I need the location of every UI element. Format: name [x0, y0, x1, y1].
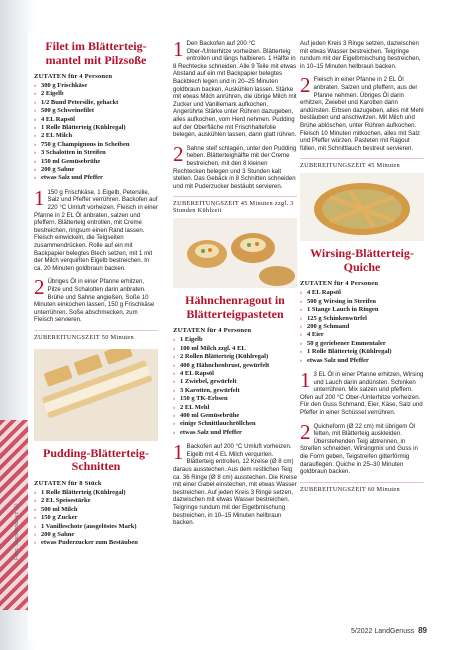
- ingredients-heading: ZUTATEN für 4 Personen: [173, 327, 252, 335]
- ingredients-heading: ZUTATEN für 4 Personen: [34, 73, 113, 80]
- ingredient-item: › etwas Salz und Pfeffer: [173, 429, 297, 437]
- prep-time-ragout: ZUBEREITUNGSZEIT 45 Minuten: [300, 158, 424, 169]
- ingredient-item: › 1/2 Bund Petersilie, gehackt: [34, 99, 158, 107]
- photo-credit: Foto: Stockfood/xyz (1): [14, 503, 20, 560]
- ingredient-item: › 4 EL Rapsöl: [300, 289, 424, 297]
- step-number: 2: [300, 73, 311, 98]
- ragout-photo: [173, 218, 297, 288]
- step-number: 1: [173, 37, 184, 61]
- step-1-filet: 1 150 g Frischkäse, 1 Eigelb, Petersilie, Salz und Pfeffer verrühren. Backofen auf 220 °C Umluft vorheizen. Fleisch in einer Pfanne in 2 EL Öl anbraten, salzen und pfeffern. Blätterteig entrollen, mit Creme bestreichen, ringsum einen Rand lassen. Fleisch einwickeln, die Teigseiten zusammendrücken. Rolle auf ein mit Backpapier belegtes Blech setzen, mit 1 mit der Milch verquirlten Eigelb bestreichen. In ca. 20 Minuten goldbraun backen.: [34, 185, 158, 272]
- step-number: 1: [173, 440, 184, 465]
- ingredient-item: › 500 g Schweinefilet: [34, 107, 158, 115]
- recipe-title-ragout: Hähnchenragout in Blätterteigpasteten: [185, 293, 285, 321]
- ingredient-item: › 200 g Schmand: [300, 323, 424, 331]
- ingredient-item: › 1 Rolle Blätterteig (Kühlregal): [34, 124, 158, 132]
- ingredient-item: › etwas Puderzucker zum Bestäuben: [34, 539, 158, 547]
- step-1-ragout-continued: Auf jeden Kreis 3 Ringe setzen, dazwischen mit etwas Wasser bestreichen. Teigringe rundum mit der Eigelbmischung bestreichen, in 10–15 Minuten hellbraun backen.: [300, 40, 421, 70]
- ingredient-item: › 2 EL Milch: [34, 132, 158, 140]
- pastry-cups-image: [173, 218, 297, 288]
- ingredient-list-ragout: [173, 336, 297, 437]
- step-number: 2: [300, 419, 311, 444]
- ingredient-item: › 50 g geriebener Emmentaler: [300, 340, 424, 348]
- ingredient-item: › 100 ml Milch zzgl. 4 EL: [173, 345, 297, 353]
- ingredient-item: › etwas Salz und Pfeffer: [34, 174, 158, 182]
- step-2-quiche: 2 Quicheform (Ø 22 cm) mit übrigem Öl fetten, mit Blätterteig auskleiden. Überstehenden Teig abtrennen, in Streifen schneiden. Wirsingmix und Guss in die Form geben, Teigstreifen gitterförmig darauflegen. Quiche in 25–30 Minuten goldbraun backen.: [300, 419, 418, 476]
- ingredient-item: › 1 Eigelb: [173, 336, 297, 344]
- ingredient-item: › 400 g Hähnchenbrust, gewürfelt: [173, 362, 297, 370]
- step-number: 2: [173, 141, 184, 166]
- ingredients-heading: ZUTATEN für 4 Personen: [300, 280, 379, 288]
- step-1-ragout: 1 Backofen auf 200 °C Umluft vorheizen. Eigelb mit 4 EL Milch verquirlen. Blätterteig entrollen, 12 Kreise (Ø 8 cm) daraus ausstechen. Aus dem restlichen Teig ca. 36 Ringe (Ø 8 cm) ausstechen. Die Kreise mit einer Gabel einstechen, mit etwas Wasser bestreichen. Auf jeden Kreis 3 Ringe setzen, dazwischen mit etwas Wasser bestreichen. Teigringe rundum mit der Eigelbmischung bestreichen, in 10–15 Minuten hellbraun backen.: [173, 440, 297, 527]
- ingredient-item: › 400 ml Gemüsebrühe: [173, 412, 297, 420]
- ingredient-item: › 200 g Sahne: [34, 166, 158, 174]
- recipe-title-filet: Filet im Blätterteig-mantel mit Pilzsoße: [45, 39, 147, 67]
- quiche-photo: [300, 173, 424, 241]
- column-2: [173, 37, 297, 533]
- ingredient-item: › 3 Karotten, gewürfelt: [173, 387, 297, 395]
- column-1: [34, 40, 158, 554]
- issue-label: 5/2022 LandGenuss: [351, 628, 415, 635]
- step-2-ragout: 2 Fleisch in einer Pfanne in 2 EL Öl anbraten. Salzen und pfeffern, aus der Pfanne nehmen. Übriges Öl darin erhitzen, Zwiebel und Karotten darin andünsten. Erbsen dazugeben, alles mit Mehl bestäuben und anschwitzen. Mit Milch und Brühe ablöschen, unter Rühren aufkochen. Fleisch 10 Minuten mitkochen, alles mit Salz und Pfeffer würzen. Pasteten mit Ragout füllen, mit Schnittlauch bestreut servieren.: [300, 73, 424, 152]
- prep-time-filet: ZUBEREITUNGSZEIT 50 Minuten: [34, 330, 158, 341]
- ingredient-item: › 125 g Schinkenwürfel: [300, 315, 424, 323]
- recipe-page: [28, 32, 428, 640]
- ingredient-item: › 2 EL Speisestärke: [34, 497, 158, 505]
- prep-time-pudding: ZUBEREITUNGSZEIT 45 Minuten zzgl. 3 Stunden Kühlzeit: [173, 196, 297, 214]
- step-number: 1: [300, 367, 311, 392]
- ingredient-item: › 2 Eigelb: [34, 90, 158, 98]
- step-1-pudding: 1 Den Backofen auf 200 °C Ober-/Unterhitze vorheizen. Blätterteig entrollen und längs halbieren. 1 Hälfte in 8 Rechtecke schneiden. Alle 9 Teile mit etwas Abstand auf ein mit Backpapier belegtes Backblech legen und in 20–25 Minuten goldbraun backen. Auskühlen lassen. Stärke mit etwas Milch anrühren, die übrige Milch mit Zucker und Vanillemark aufkochen. Angerührte Stärke unter Rühren dazugeben, alles aufkochen, vom Herd nehmen. Pudding auf der Oberfläche mit Frischhaltefolie belegen, auskühlen lassen, dann glatt rühren.: [173, 37, 297, 139]
- step-2-pudding: 2 Sahne steif schlagen, unter den Pudding heben. Blätterteighälfte mit der Creme bestreichen, mit den 8 kleinen Rechtecken belegen und 3 Stunden kalt stellen. Das Gebäck in 8 Schnitten schneiden und mit Puderzucker bestäubt servieren.: [173, 141, 297, 190]
- ingredient-item: › 2 Rollen Blätterteig (Kühlregal): [173, 353, 297, 361]
- recipe-title-pudding: Pudding-Blätterteig-Schnitten: [43, 445, 149, 474]
- step-number: 2: [34, 275, 45, 300]
- pudding-photo: [34, 349, 158, 441]
- ingredient-item: › 150 g TK-Erbsen: [173, 395, 297, 403]
- prep-time-quiche: ZUBEREITUNGSZEIT 60 Minuten: [300, 482, 424, 493]
- ingredient-item: › 4 EL Rapsöl: [34, 116, 158, 124]
- ingredient-item: › 4 Eier: [300, 331, 424, 339]
- pudding-slices-image: [34, 349, 158, 441]
- ingredient-item: › 750 g Champignons in Scheiben: [34, 141, 158, 149]
- ingredient-item: › 200 g Sahne: [34, 531, 158, 539]
- page-number: 89: [418, 626, 427, 635]
- ingredient-item: › 500 ml Milch: [34, 506, 158, 514]
- page-footer: [351, 626, 427, 635]
- step-number: 1: [34, 185, 45, 210]
- ingredient-item: › 150 ml Gemüsebrühe: [34, 158, 158, 166]
- ingredients-heading: ZUTATEN für 8 Stück: [34, 479, 102, 487]
- ingredient-item: › 150 g Zucker: [34, 514, 158, 522]
- ingredient-item: › 1 Stange Lauch in Ringen: [300, 306, 424, 314]
- ingredient-item: › einige Schnittlauchröllchen: [173, 420, 297, 428]
- recipe-title-quiche: Wirsing-Blätterteig-Quiche: [310, 246, 414, 274]
- step-2-filet: 2 Übriges Öl in einer Pfanne erhitzen, Pilze und Schalotten darin anbraten. Brühe und Sahne angießen, Soße 10 Minuten einkochen lassen, 150 g Frischkäse unterrühren. Soße abschmecken, zum Fleisch servieren.: [34, 275, 155, 324]
- quiche-image: [300, 173, 424, 241]
- ingredient-item: › 3 Schalotten in Streifen: [34, 149, 158, 157]
- ingredient-list-quiche: [300, 289, 424, 365]
- ingredient-item: › 1 Rolle Blätterteig (Kühlregal): [34, 489, 158, 497]
- ingredient-item: › etwas Salz und Pfeffer: [300, 357, 424, 365]
- ingredient-item: › 1 Zwiebel, gewürfelt: [173, 378, 297, 386]
- ingredient-item: › 1 Rolle Blätterteig (Kühlregal): [300, 348, 424, 356]
- ingredient-list-pudding: [34, 489, 158, 548]
- column-3: [300, 40, 424, 493]
- ingredient-list-filet: [34, 82, 158, 183]
- ingredient-item: › 4 EL Rapsöl: [173, 370, 297, 378]
- ingredient-item: › 1 Vanilleschote (ausgelöstes Mark): [34, 523, 158, 531]
- ingredient-item: › 300 g Frischkäse: [34, 82, 158, 90]
- ingredient-item: › 2 EL Mehl: [173, 404, 297, 412]
- ingredient-item: › 500 g Wirsing in Streifen: [300, 298, 424, 306]
- step-1-quiche: 1 3 EL Öl in einer Pfanne erhitzen, Wirsing und Lauch darin andünsten. Schinken unterrühren. Mix salzen und pfeffern. Ofen auf 200 °C Ober-/Unterhitze vorheizen. Für den Guss Schmand, Eier, Käse, Salz und Pfeffer in einer Schüssel verrühren.: [300, 367, 424, 416]
